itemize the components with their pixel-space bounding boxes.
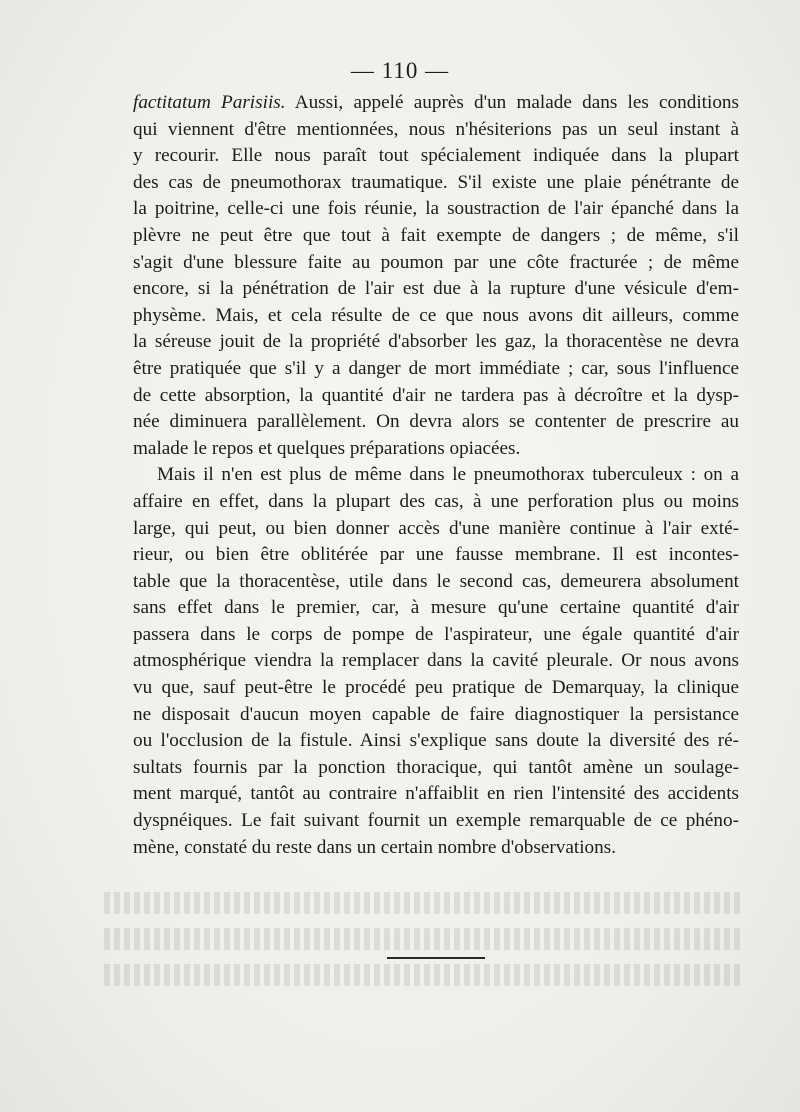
text-line: passera dans le corps de pompe de l'aspirateur, une égale quantité d'air — [133, 623, 739, 645]
text-line: affaire en effet, dans la plupart des cas, à une perforation plus ou moins — [133, 490, 739, 512]
text-line: atmosphérique viendra la remplacer dans la cavité pleurale. Or nous avons — [133, 650, 739, 672]
text-line: physème. Mais, et cela résulte de ce que nous avons dit ailleurs, comme — [133, 304, 739, 326]
text-line: sultats fournis par la ponction thoracique, qui tantôt amène un soulage- — [133, 756, 739, 778]
text-line: plèvre ne peut être que tout à fait exempte de dangers ; de même, s'il — [133, 224, 739, 246]
text-line: ou l'occlusion de la fistule. Ainsi s'explique sans doute la diversité des ré- — [133, 730, 739, 752]
text-line: encore, si la pénétration de l'air est due à la rupture d'une vésicule d'em- — [133, 278, 739, 300]
body-text — [133, 90, 739, 861]
text-line: y recourir. Elle nous paraît tout spécialement indiquée dans la plupart — [133, 145, 739, 167]
text-line: dyspnéiques. Le fait suivant fournit un exemple remarquable de ce phéno- — [133, 810, 739, 832]
text-line: mène, constaté du reste dans un certain nombre d'observations. — [133, 836, 616, 858]
text-line: sans effet dans le premier, car, à mesure qu'une certaine quantité d'air — [133, 597, 739, 619]
text-line: ne disposait d'aucun moyen capable de faire diagnostiquer la persistance — [133, 703, 739, 725]
text-line: rieur, ou bien être oblitérée par une fausse membrane. Il est incontes- — [133, 544, 739, 566]
text-line: qui viennent d'être mentionnées, nous n'hésiterions pas un seul instant à — [133, 118, 739, 140]
show-through-text — [100, 892, 740, 1002]
text-line: ment marqué, tantôt au contraire n'affaiblit en rien l'intensité des accidents — [133, 783, 739, 805]
text-line: de cette absorption, la quantité d'air ne tardera pas à décroître et la dysp- — [133, 384, 739, 406]
italic-phrase: factitatum Parisiis. — [133, 92, 286, 113]
text-line: vu que, sauf peut-être le procédé peu pratique de Demarquay, la clinique — [133, 677, 739, 699]
text-line: large, qui peut, ou bien donner accès d'une manière continue à l'air exté- — [133, 517, 739, 539]
text-line: Mais il n'en est plus de même dans le pneumothorax tuberculeux : on a — [157, 464, 739, 486]
text-line: factitatum Parisiis. Aussi, appelé auprès d'un malade dans les conditions — [133, 92, 739, 113]
text-line: être pratiquée que s'il y a danger de mort immédiate ; car, sous l'influence — [133, 357, 739, 379]
text-line: la poitrine, celle-ci une fois réunie, la soustraction de l'air épanché dans la — [133, 198, 739, 220]
text-line: table que la thoracentèse, utile dans le second cas, demeurera absolument — [133, 570, 739, 592]
page-number: — 110 — — [350, 58, 450, 83]
text-line: s'agit d'une blessure faite au poumon par une côte fracturée ; de même — [133, 251, 739, 273]
text-line: la séreuse jouit de la propriété d'absorber les gaz, la thoracentèse ne devra — [133, 331, 739, 353]
text-line: malade le repos et quelques préparations opiacées. — [133, 437, 521, 459]
text-line: des cas de pneumothorax traumatique. S'il existe une plaie pénétrante de — [133, 171, 739, 193]
section-rule — [387, 957, 485, 959]
text-line: née diminuera parallèlement. On devra alors se contenter de prescrire au — [133, 411, 739, 433]
